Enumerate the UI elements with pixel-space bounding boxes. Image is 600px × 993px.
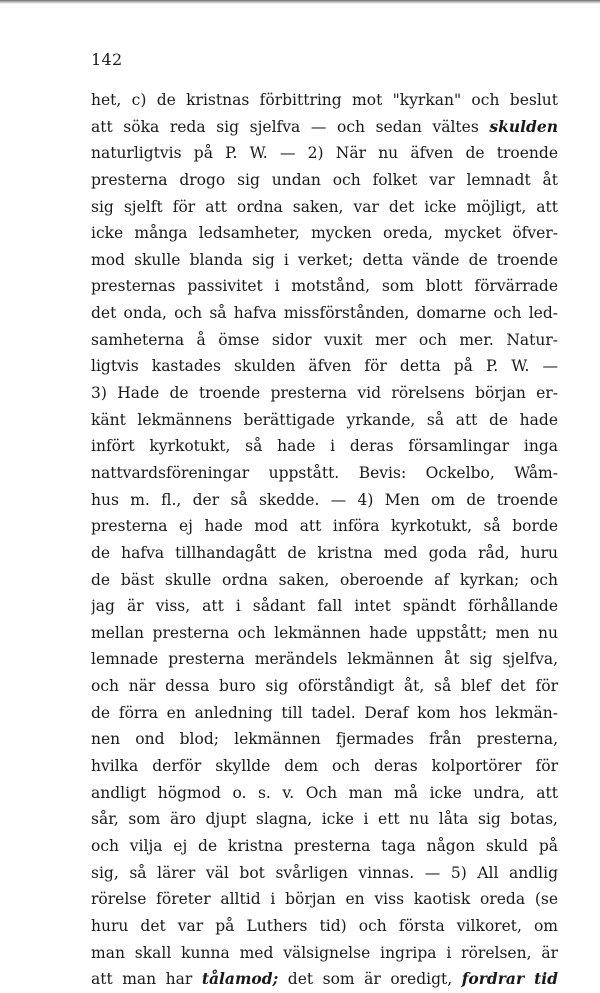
text-fragment: det som är oredigt, (278, 970, 462, 989)
text-line (91, 300, 558, 327)
text-line (91, 806, 558, 833)
text-line (91, 726, 558, 753)
text-fragment: infört kyrkotukt, så hade i deras församlingar inga (91, 437, 558, 456)
text-line (91, 966, 558, 993)
text-fragment: sig sjelft för att ordna saken, var det icke möjligt, att (91, 197, 558, 216)
text-fragment: ligtvis kastades skulden äfven för detta på P. W. — (91, 357, 558, 376)
text-fragment: sig, så lärer väl bot svårligen vinnas. — 5) All andlig (91, 863, 558, 882)
text-line (91, 780, 558, 807)
text-line (91, 886, 558, 913)
text-fragment: 3) Hade de troende presterna vid rörelsens början er- (91, 384, 558, 403)
text-line (91, 433, 558, 460)
text-line (91, 753, 558, 780)
text-line (91, 593, 558, 620)
text-fragment: och vilja ej de kristna presterna taga någon skuld på (91, 836, 558, 855)
text-fragment: hus m. fl., der så skedde. — 4) Men om de troende (91, 490, 558, 509)
page-number: 142 (91, 50, 123, 69)
text-fragment: icke många ledsamheter, mycken oreda, mycket öfver- (91, 224, 558, 243)
text-fragment: de bäst skulle ordna saken, oberoende af kyrkan; och (91, 570, 558, 589)
text-fragment: presternas passivitet i motstånd, som blott förvärrade (91, 277, 558, 296)
text-fragment: naturligtvis på P. W. — 2) När nu äfven de troende (91, 144, 558, 163)
text-line (91, 407, 558, 434)
text-fragment: andligt högmod o. s. v. Och man må icke undra, att (91, 783, 558, 802)
text-line (91, 460, 558, 487)
text-line (91, 140, 558, 167)
emphasized-text: fordrar tid (461, 969, 558, 989)
text-line (91, 833, 558, 860)
text-line (91, 247, 558, 274)
emphasized-text: skulden (489, 116, 558, 136)
text-fragment: nen ond blod; lekmännen fjermades från presterna, (91, 730, 558, 749)
text-line (91, 540, 558, 567)
text-fragment: presterna drogo sig undan och folket var lemnadt åt (91, 170, 558, 189)
text-fragment: huru det var på Luthers tid) och första vilkoret, om (91, 916, 558, 935)
emphasized-text: tålamod; (201, 969, 279, 989)
text-line (91, 860, 558, 887)
text-fragment: rörelse företer alltid i början en viss kaotisk oreda (se (91, 890, 558, 909)
text-line (91, 114, 558, 141)
text-fragment: sår, som äro djupt slagna, icke i ett nu låta sig botas, (91, 810, 558, 829)
text-line (91, 87, 558, 114)
text-fragment: man skall kunna med välsignelse ingripa i rörelsen, är (91, 943, 558, 962)
text-line (91, 513, 558, 540)
text-line (91, 940, 558, 967)
text-fragment: hvilka derför skyllde dem och deras kolportörer för (91, 757, 558, 776)
text-fragment: mellan presterna och lekmännen hade uppstått; men nu (91, 623, 558, 642)
text-fragment: samheterna å ömse sidor vuxit mer och mer. Natur- (91, 330, 558, 349)
text-fragment: att man har (91, 970, 202, 989)
text-fragment: och när dessa buro sig oförståndigt åt, så blef det för (91, 677, 558, 696)
text-line (91, 167, 558, 194)
text-fragment: jag är viss, att i sådant fall intet spändt förhållande (91, 597, 558, 616)
text-fragment: det onda, och så hafva missförstånden, domarne och led- (91, 304, 558, 323)
text-line (91, 567, 558, 594)
text-fragment: nattvardsföreningar uppstått. Bevis: Ockelbo, Wåm- (91, 463, 558, 482)
text-line (91, 673, 558, 700)
text-line (91, 646, 558, 673)
text-line (91, 700, 558, 727)
text-line (91, 220, 558, 247)
text-line (91, 620, 558, 647)
page-top-edge (0, 0, 600, 4)
text-fragment: känt lekmännens berättigade yrkande, så att de hade (91, 410, 558, 429)
body-text (91, 87, 558, 993)
text-fragment: presterna ej hade mod att införa kyrkotukt, så borde (91, 517, 558, 536)
text-fragment: de förra en anledning till tadel. Deraf kom hos lekmän- (91, 703, 558, 722)
text-line (91, 353, 558, 380)
text-line (91, 194, 558, 221)
text-fragment: mod skulle blanda sig i verket; detta vände de troende (91, 250, 558, 269)
text-line (91, 327, 558, 354)
text-fragment: att söka reda sig sjelfva — och sedan vältes (91, 117, 490, 136)
text-fragment: het, c) de kristnas förbittring mot "kyrkan" och beslut (91, 91, 558, 109)
text-line (91, 913, 558, 940)
text-line (91, 273, 558, 300)
text-line (91, 380, 558, 407)
text-fragment: lemnade presterna merändels lekmännen åt sig sjelfva, (91, 650, 558, 669)
text-fragment: de hafva tillhandagått de kristna med goda råd, huru (91, 543, 558, 562)
text-line (91, 487, 558, 514)
